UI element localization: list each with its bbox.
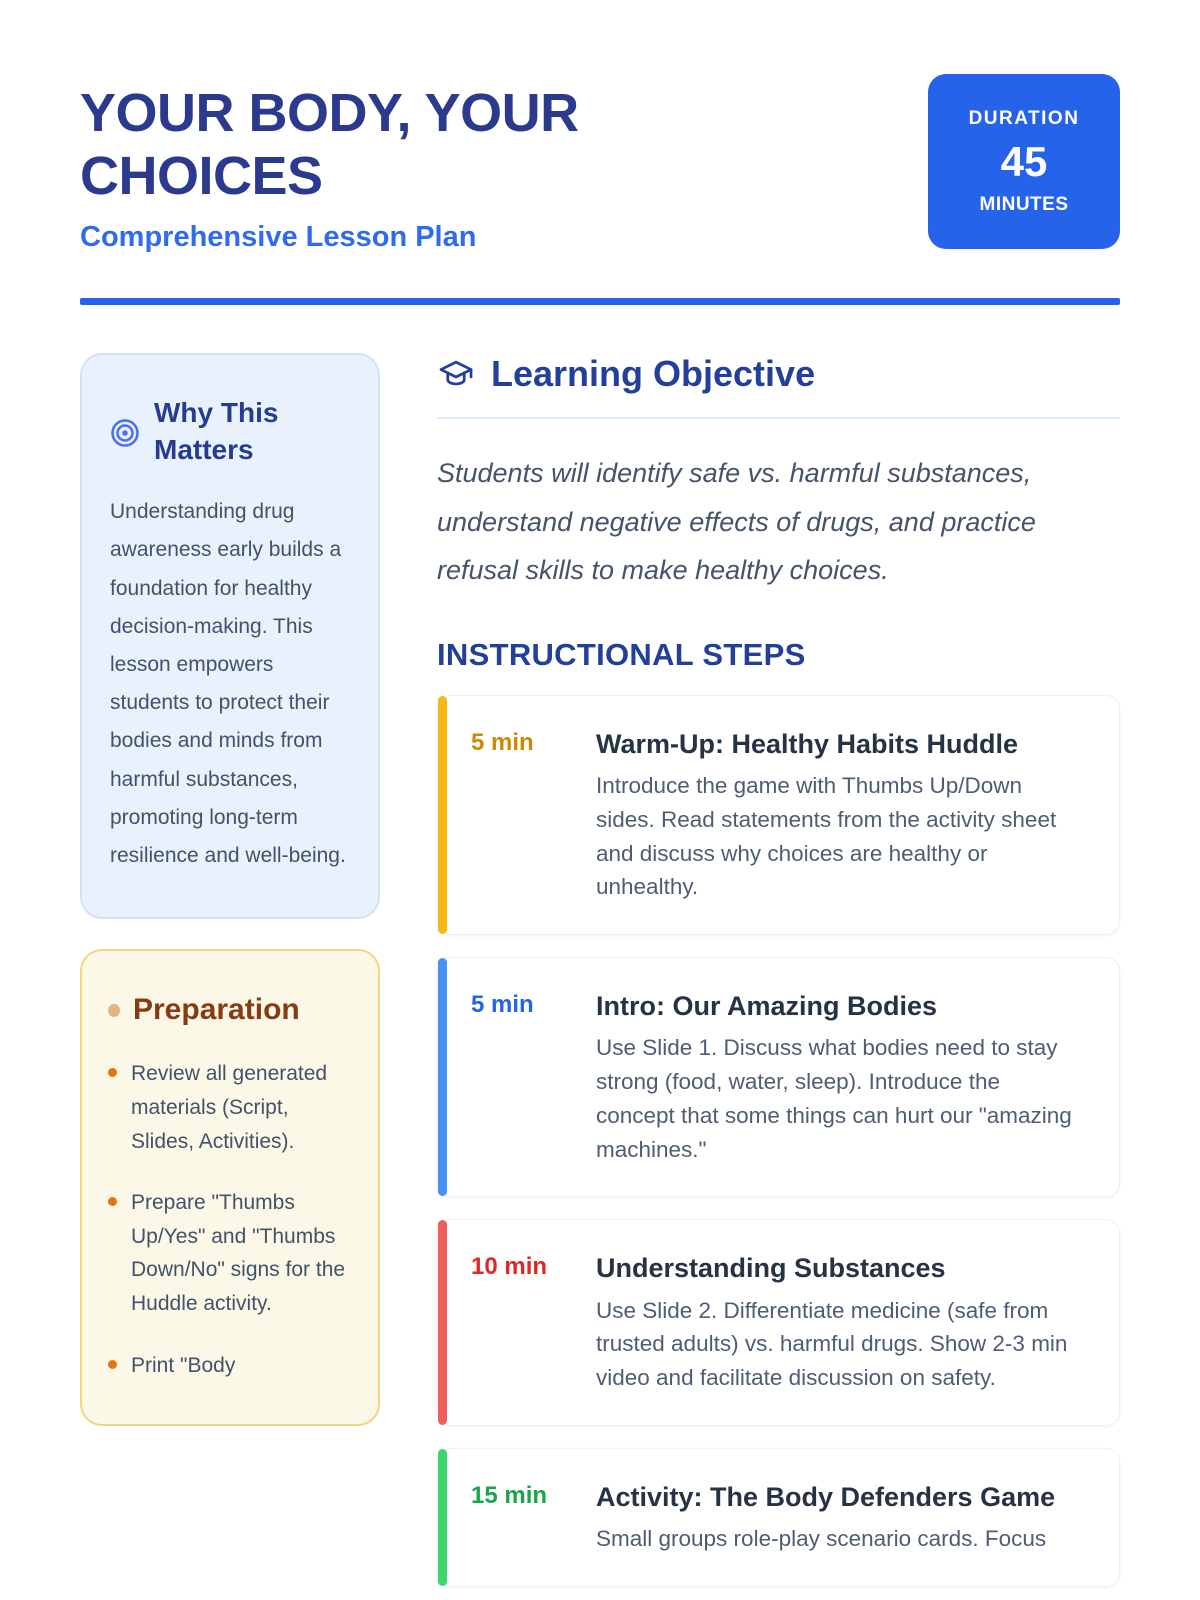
- preparation-dot-icon: [108, 1004, 120, 1017]
- content: [80, 353, 1120, 1586]
- objective-text: Students will identify safe vs. harmful substances, understand negative effects of drugs, and practice refusal skills to make healthy choices.: [437, 458, 1036, 586]
- why-this-matters-body: Understanding drug awareness early builds a foundation for healthy decision-making. This lesson empowers students to protect their bodies and minds from harmful substances, promoting long-term resilience and well-being.: [110, 500, 346, 868]
- preparation-card: [80, 949, 380, 1426]
- page-subtitle: Comprehensive Lesson Plan: [80, 221, 477, 254]
- preparation-item: [108, 1186, 354, 1320]
- bullet-dot-icon: [108, 1068, 117, 1077]
- sidebar: [80, 353, 380, 1426]
- step-content: [596, 988, 1083, 1166]
- page-title: YOUR BODY, YOUR CHOICES: [80, 83, 579, 206]
- step-title: Intro: Our Amazing Bodies: [596, 991, 938, 1022]
- step-color-bar: [438, 958, 447, 1196]
- main-content: [437, 353, 1120, 1586]
- why-this-matters-header: [110, 395, 350, 469]
- step-content: [596, 1479, 1083, 1556]
- instructional-steps-heading: INSTRUCTIONAL STEPS: [437, 637, 806, 673]
- step-card: [437, 1219, 1120, 1425]
- step-card: [437, 957, 1120, 1197]
- step-description: Use Slide 2. Differentiate medicine (safe from trusted adults) vs. harmful drugs. Show 2-3 min video and facilitate discussion on safety.: [596, 1297, 1068, 1391]
- duration-label: DURATION: [968, 107, 1080, 129]
- preparation-item: [108, 1349, 354, 1383]
- step-content: [596, 726, 1083, 904]
- why-this-matters-title: Why This Matters: [154, 397, 279, 466]
- step-card: [437, 1448, 1120, 1587]
- step-color-bar: [438, 696, 447, 934]
- step-card: [437, 695, 1120, 935]
- step-title: Warm-Up: Healthy Habits Huddle: [596, 729, 1019, 760]
- step-title: Activity: The Body Defenders Game: [596, 1481, 1056, 1512]
- step-color-bar: [438, 1220, 447, 1424]
- why-this-matters-card: [80, 353, 380, 919]
- step-time: 15 min: [471, 1481, 548, 1509]
- step-time: 5 min: [471, 991, 534, 1019]
- header-titles: [80, 70, 740, 254]
- objective-title: Learning Objective: [491, 353, 816, 395]
- objective-divider: [437, 417, 1120, 419]
- step-description: Use Slide 1. Discuss what bodies need to stay strong (food, water, sleep). Introduce the concept that some things can hurt our "amazing machines.": [596, 1035, 1072, 1162]
- preparation-header: [108, 993, 354, 1027]
- header: [80, 70, 1120, 254]
- duration-badge: [928, 74, 1120, 249]
- preparation-item-text: Print "Body: [131, 1353, 236, 1377]
- step-time: 5 min: [471, 729, 534, 757]
- preparation-item: [108, 1057, 354, 1158]
- objective-header: [437, 353, 1120, 395]
- preparation-list: [108, 1057, 354, 1382]
- step-content: [596, 1250, 1083, 1394]
- bullet-dot-icon: [108, 1360, 117, 1369]
- graduation-cap-icon: [437, 355, 475, 393]
- duration-value: 45: [1000, 137, 1048, 185]
- preparation-item-text: Review all generated materials (Script, Slides, Activities).: [131, 1062, 328, 1153]
- preparation-title: Preparation: [133, 993, 300, 1027]
- bullet-dot-icon: [108, 1197, 117, 1206]
- step-description: Introduce the game with Thumbs Up/Down sides. Read statements from the activity sheet and discuss why choices are healthy or unhealthy.: [596, 773, 1057, 900]
- header-divider: [80, 298, 1120, 305]
- step-description: Small groups role-play scenario cards. Focus: [596, 1525, 1047, 1551]
- target-icon: [110, 418, 140, 448]
- duration-unit: MINUTES: [979, 193, 1069, 215]
- step-color-bar: [438, 1449, 447, 1586]
- step-title: Understanding Substances: [596, 1253, 946, 1284]
- preparation-item-text: Prepare "Thumbs Up/Yes" and "Thumbs Down/No" signs for the Huddle activity.: [131, 1191, 346, 1315]
- step-time: 10 min: [471, 1253, 548, 1281]
